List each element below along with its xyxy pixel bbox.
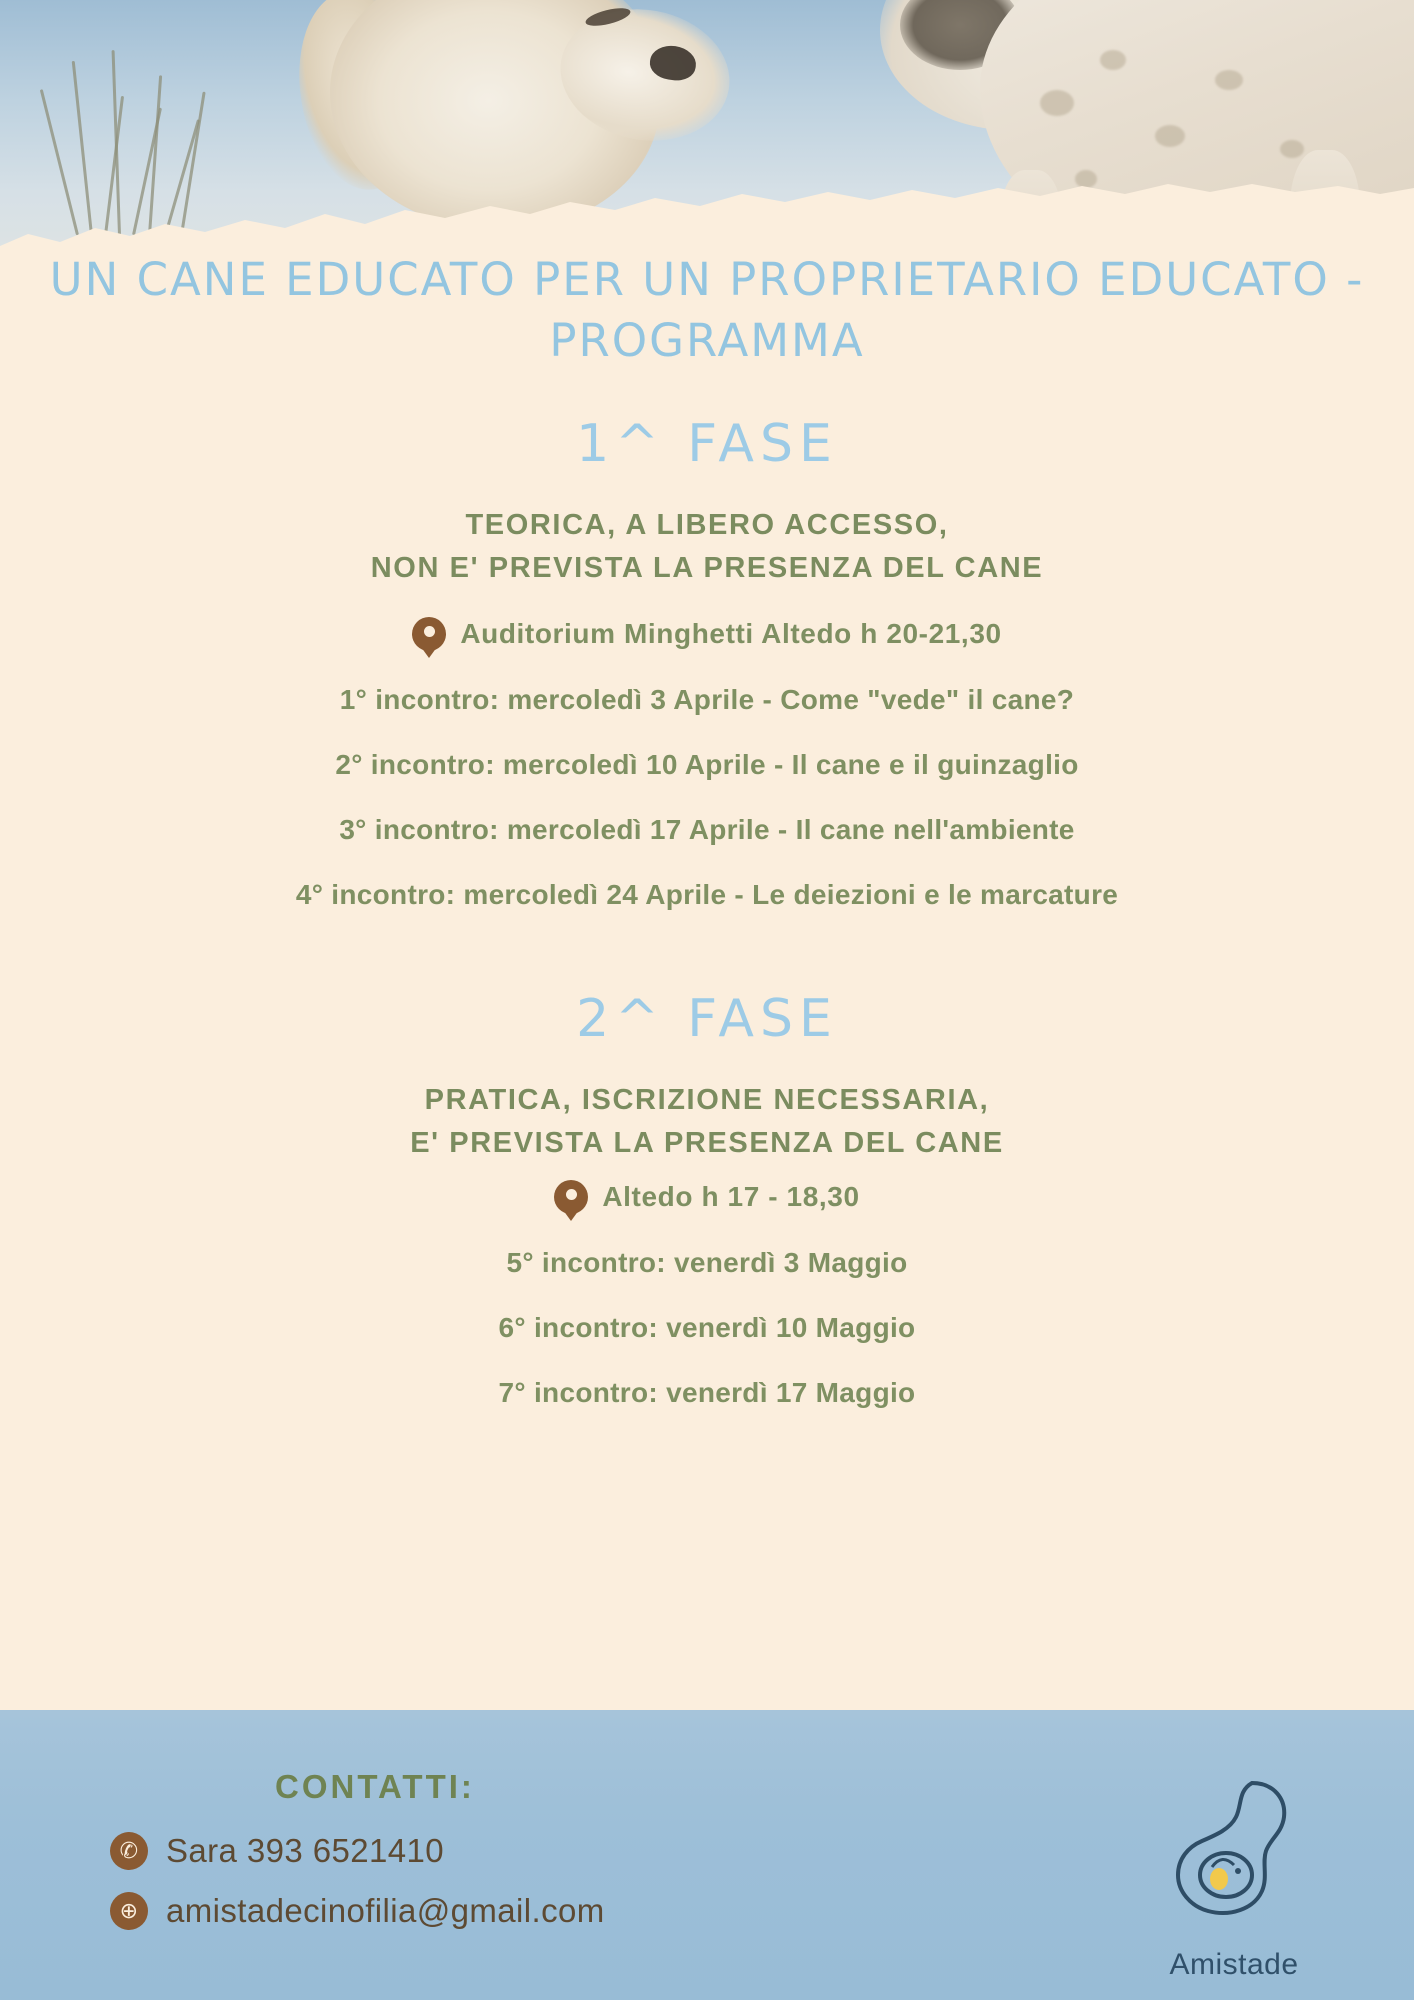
list-item: 6° incontro: venerdì 10 Maggio: [498, 1311, 916, 1343]
phase-2-subhead-line-1: PRATICA, ISCRIZIONE NECESSARIA,: [424, 1083, 990, 1116]
torn-paper-edge-bottom: [0, 1670, 1414, 1740]
header-photo: [0, 0, 1414, 268]
logo-initial: A: [1169, 1948, 1190, 1981]
page-title: UN CANE EDUCATO PER UN PROPRIETARIO EDUCATO - PROGRAMMA: [49, 253, 1365, 367]
phase-1-subhead: [0, 504, 1414, 591]
contact-phone[interactable]: [110, 1832, 444, 1870]
contact-email[interactable]: [110, 1892, 605, 1930]
phase-2-location-text: Altedo h 17 - 18,30: [602, 1180, 860, 1212]
contact-email-text: amistadecinofilia@gmail.com: [166, 1892, 605, 1929]
logo-text: [1134, 1948, 1334, 1982]
phase-1-subhead-line-2: NON E' PREVISTA LA PRESENZA DEL CANE: [370, 552, 1044, 584]
phase-2-subhead: [0, 1079, 1414, 1166]
amistade-logo-mark: [1134, 1767, 1334, 1947]
list-item: 5° incontro: venerdì 3 Maggio: [506, 1246, 908, 1278]
list-item: 4° incontro: mercoledì 24 Aprile - Le deiezioni e le marcature: [295, 878, 1119, 910]
contacts-title: CONTATTI:: [275, 1768, 475, 1805]
phase-1-heading: 1^ FASE: [576, 413, 838, 474]
contacts-band: [0, 1710, 1414, 2000]
poster-body: [0, 250, 1414, 1409]
location-pin-icon: [554, 1180, 588, 1214]
logo: [1134, 1767, 1334, 1982]
phase-1-subhead-line-1: TEORICA, A LIBERO ACCESSO,: [465, 508, 949, 541]
phase-1-location-text: Auditorium Minghetti Altedo h 20-21,30: [460, 617, 1002, 649]
list-item: 7° incontro: venerdì 17 Maggio: [498, 1376, 916, 1408]
globe-icon: ⊕: [110, 1892, 148, 1930]
phone-icon: ✆: [110, 1832, 148, 1870]
phase-2-heading: 2^ FASE: [576, 988, 838, 1049]
contact-phone-text: Sara 393 6521410: [166, 1832, 444, 1869]
location-pin-icon: [412, 617, 446, 651]
list-item: 1° incontro: mercoledì 3 Aprile - Come "vede" il cane?: [339, 683, 1075, 715]
list-item: 3° incontro: mercoledì 17 Aprile - Il cane nell'ambiente: [339, 813, 1075, 845]
list-item: 2° incontro: mercoledì 10 Aprile - Il cane e il guinzaglio: [335, 748, 1079, 780]
phase-2-subhead-line-2: E' PREVISTA LA PRESENZA DEL CANE: [410, 1127, 1004, 1159]
logo-rest: mistade: [1189, 1948, 1299, 1981]
phase-2-location: [0, 1180, 1414, 1214]
phase-1-location: [0, 617, 1414, 651]
